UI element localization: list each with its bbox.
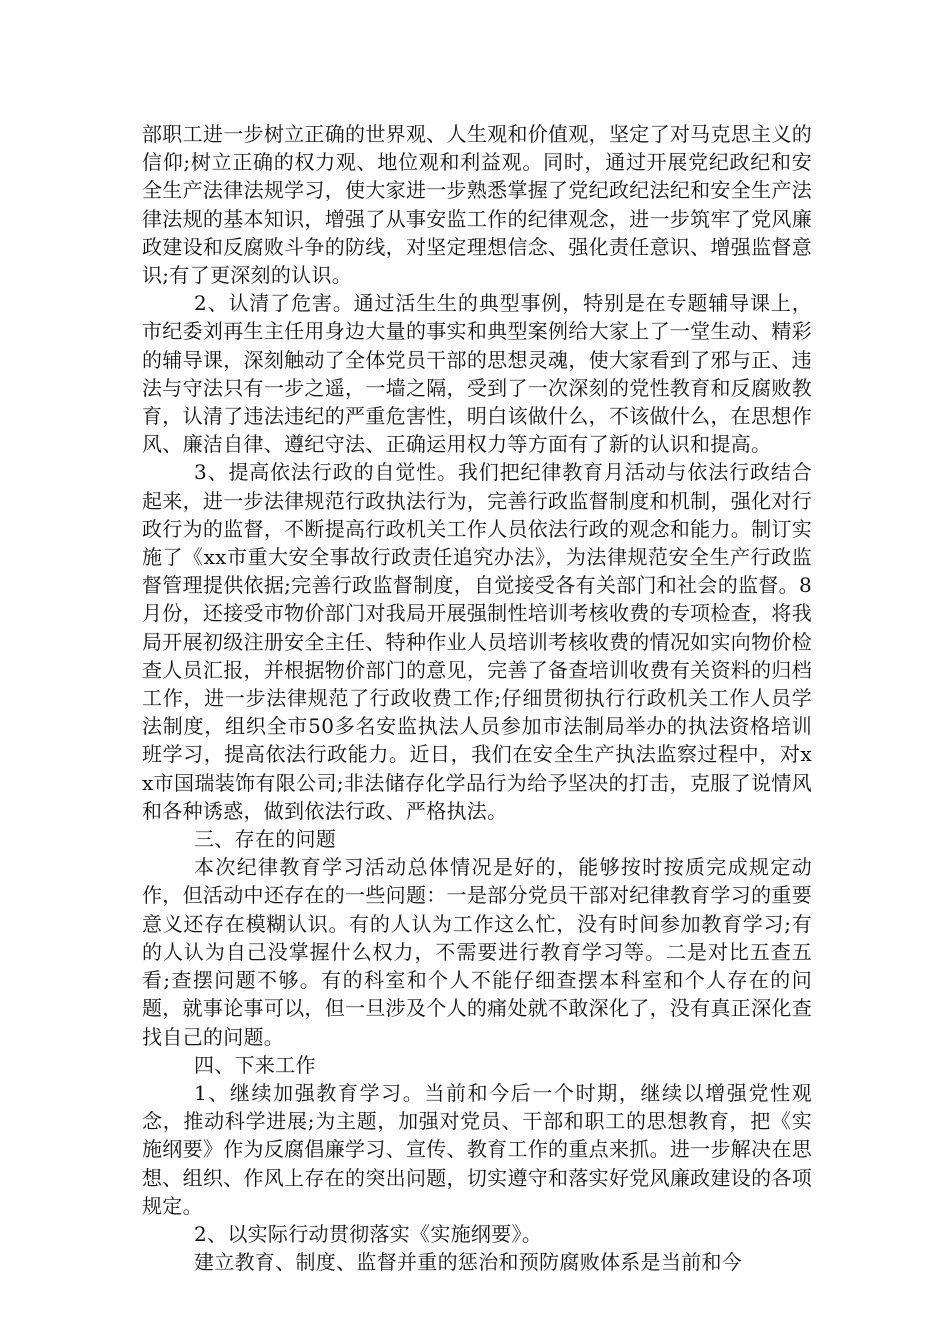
paragraph-recognize-harm: 2、认清了危害。通过活生生的典型事例，特别是在专题辅导课上，市纪委刘再生主任用身边大量的事实和典型案例给大家上了一堂生动、精彩的辅导课，深刻触动了全体党员干部的思想灵魂，使大家看到了邪与正、违法与守法只有一步之遥，一墙之隔，受到了一次深刻的党性教育和反腐败教育，认清了违法违纪的严重危害性，明白该做什么，不该做什么，在思想作风、廉洁自律、遵纪守法、正确运用权力等方面有了新的认识和提高。	[142, 291, 812, 457]
document-body	[142, 120, 812, 1276]
paragraph-implement-outline: 2、以实际行动贯彻落实《实施纲要》。	[194, 1221, 543, 1246]
paragraph-prevention-system: 建立教育、制度、监督并重的惩治和预防腐败体系是当前和今	[194, 1250, 743, 1275]
paragraph-lawful-administration: 3、提高依法行政的自觉性。我们把纪律教育月活动与依法行政结合起来，进一步法律规范行政执法行为，完善行政监督制度和机制，强化对行政行为的监督，不断提高行政机关工作人员依法行政的观念和能力。制订实施了《xx市重大安全事故行政责任追究办法》，为法律规范安全生产行政监督管理提供依据;完善行政监督制度，自觉接受各有关部门和社会的监督。8月份，还接受市物价部门对我局开展强制性培训考核收费的专项检查，将我局开展初级注册安全主任、特种作业人员培训考核收费的情况如实向物价检查人员汇报，并根据物价部门的意见，完善了备查培训收费有关资料的归档工作，进一步法律规范了行政收费工作;仔细贯彻执行行政机关工作人员学法制度，组织全市50多名安监执法人员参加市法制局举办的执法资格培训班学习，提高依法行政能力。近日，我们在安全生产执法监察过程中，对xx市国瑞装饰有限公司;非法储存化学品行为给予坚决的打击，克服了说情风和各种诱惑，做到依法行政、严格执法。	[142, 460, 812, 823]
section-heading-next-work: 四、下来工作	[194, 1052, 316, 1077]
paragraph-problems: 本次纪律教育学习活动总体情况是好的，能够按时按质完成规定动作，但活动中还存在的一些问题：一是部分党员干部对纪律教育学习的重要意义还存在模糊认识。有的人认为工作这么忙，没有时间参加教育学习;有的人认为自己没掌握什么权力，不需要进行教育学习等。二是对比五查五看;查摆问题不够。有的科室和个人不能仔细查摆本科室和个人存在的问题，就事论事可以，但一旦涉及个人的痛处就不敢深化了，没有真正深化查找自己的问题。	[142, 855, 812, 1049]
section-heading-problems: 三、存在的问题	[194, 827, 337, 852]
paragraph-continue-education: 1、继续加强教育学习。当前和今后一个时期，继续以增强党性观念，推动科学进展;为主题，加强对党员、干部和职工的思想教育，把《实施纲要》作为反腐倡廉学习、宣传、教育工作的重点来抓。进一步解决在思想、组织、作风上存在的突出问题，切实遵守和落实好党风廉政建设的各项规定。	[142, 1080, 812, 1218]
paragraph-continued: 部职工进一步树立正确的世界观、人生观和价值观，坚定了对马克思主义的信仰;树立正确的权力观、地位观和利益观。同时，通过开展党纪政纪和安全生产法律法规学习，使大家进一步熟悉掌握了党纪政纪法纪和安全生产法律法规的基本知识，增强了从事安监工作的纪律观念，进一步筑牢了党风廉政建设和反腐败斗争的防线，对坚定理想信念、强化责任意识、增强监督意识;有了更深刻的认识。	[142, 122, 812, 288]
